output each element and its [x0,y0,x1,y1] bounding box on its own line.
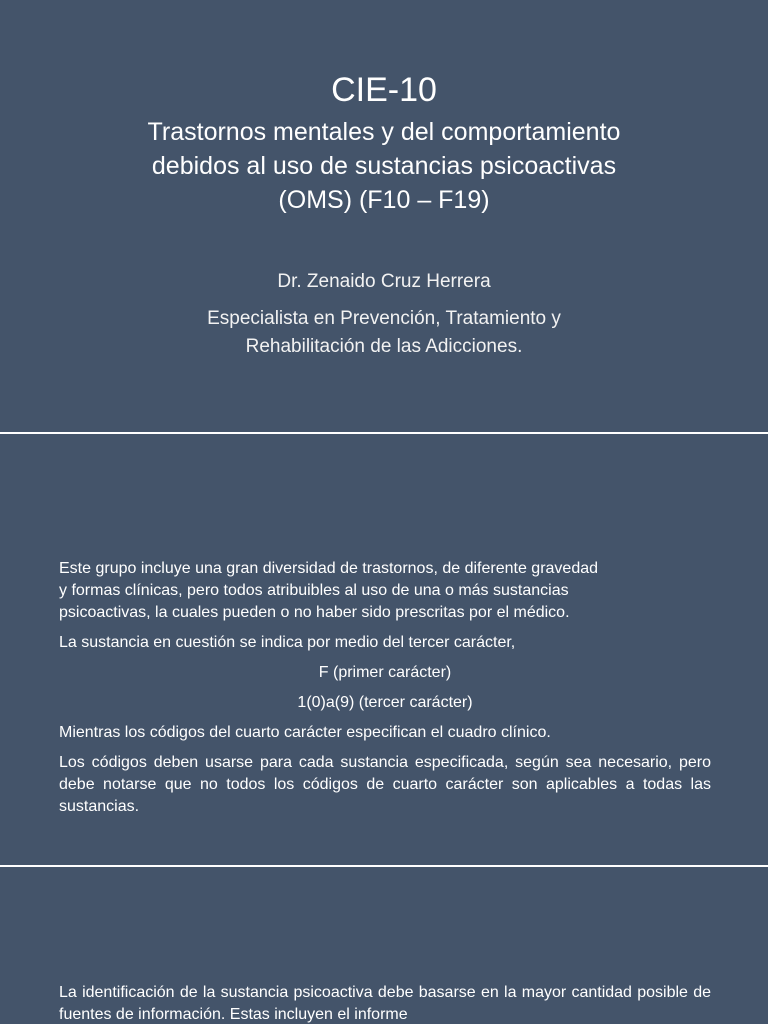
code-line: F (primer carácter) [318,664,452,681]
slide-subtitle [0,115,768,217]
paragraph-line: Este grupo incluye una gran diversidad de trastornos, de diferente gravedad [59,560,599,577]
slide-title-heading: CIE-10 [331,71,437,109]
slide-content [0,867,768,1024]
paragraph: La identificación de la sustancia psicoactiva debe basarse en la mayor cantidad posible de fuentes de información. Estas incluyen el informe [59,984,711,1023]
author-role-line: Rehabilitación de las Adicciones. [245,336,523,357]
author-role-line: Especialista en Prevención, Tratamiento y [207,308,561,329]
paragraph: La sustancia en cuestión se indica por medio del tercer carácter, [59,634,516,651]
subtitle-line: (OMS) (F10 – F19) [278,186,490,214]
slide-content [0,434,768,865]
paragraph: Los códigos deben usarse para cada sustancia especificada, según sea necesario, pero debe notarse que no todos los códigos de cuarto carácter son aplicables a todas las sustancias. [59,754,711,815]
code-line: 1(0)a(9) (tercer carácter) [297,694,473,711]
paragraph-line: psicoactivas, la cuales pueden o no haber sido prescritas por el médico. [59,604,570,621]
slide-title [0,0,768,432]
paragraph-line: y formas clínicas, pero todos atribuibles al uso de una o más sustancias [59,582,569,599]
slide-body [59,550,711,826]
subtitle-line: Trastornos mentales y del comportamiento [147,118,621,146]
paragraph: Mientras los códigos del cuarto carácter especifican el cuadro clínico. [59,724,551,741]
author-name: Dr. Zenaido Cruz Herrera [277,271,491,292]
subtitle-line: debidos al uso de sustancias psicoactivas [151,152,617,180]
slide-body [59,982,711,1024]
author-role [0,305,768,361]
